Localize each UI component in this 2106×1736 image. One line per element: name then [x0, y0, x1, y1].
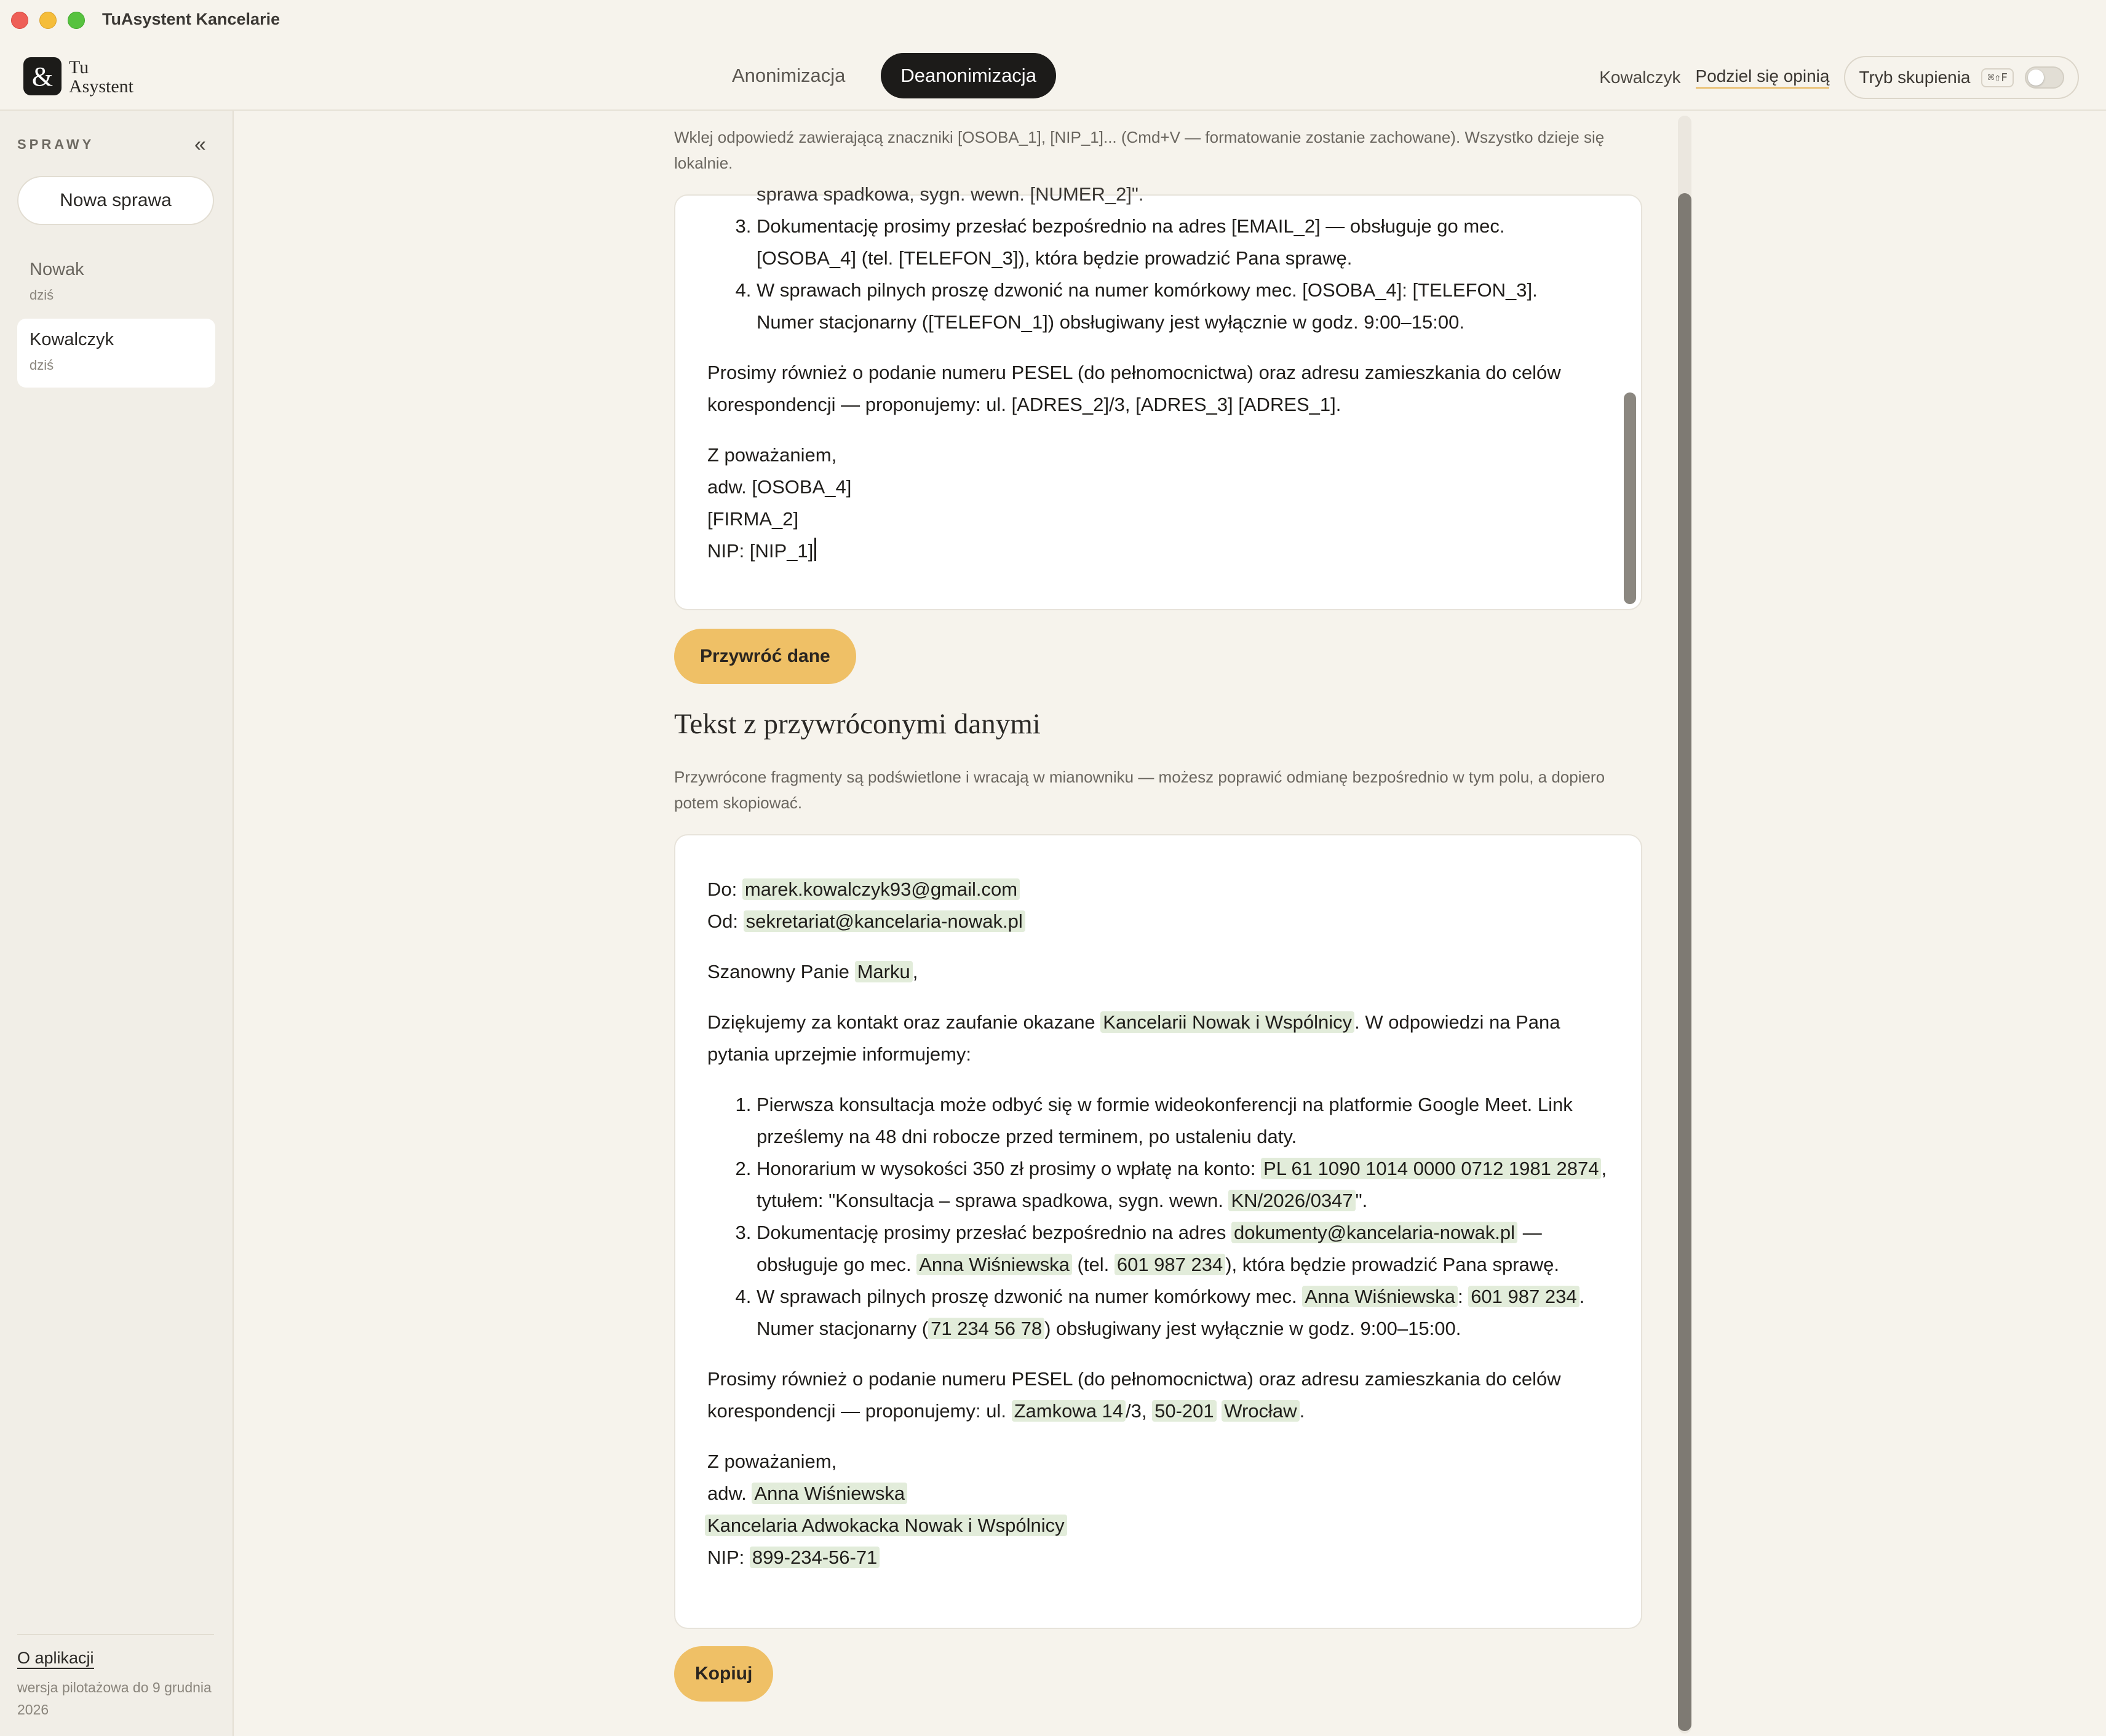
focus-mode-label: Tryb skupienia: [1859, 68, 1971, 87]
item-text: . Numer stacjonarny (: [757, 1286, 1585, 1339]
item-text: :: [1457, 1286, 1463, 1307]
restored-postcode: 50-201: [1152, 1400, 1217, 1422]
list-item: [757, 1217, 1611, 1281]
firm-line: [707, 1510, 1611, 1542]
collapse-sidebar-icon[interactable]: «: [194, 133, 206, 156]
app-header: [0, 44, 2106, 111]
restored-firm-full: Kancelaria Adwokacka Nowak i Wspólnicy: [705, 1515, 1067, 1536]
restored-person: Anna Wiśniewska: [916, 1254, 1072, 1275]
mode-tabs: [712, 53, 1056, 98]
window-titlebar: [0, 0, 2106, 44]
item-text: ) obsługiwany jest wyłącznie w godz. 9:00–15:00.: [1044, 1318, 1461, 1339]
version-note: wersja pilotażowa do 9 grudnia 2026: [17, 1679, 212, 1718]
tab-anonimizacja[interactable]: Anonimizacja: [732, 65, 846, 86]
restored-email-from: sekretariat@kancelaria-nowak.pl: [744, 910, 1025, 932]
editor-nip-line: [707, 535, 1593, 567]
about-app-link[interactable]: O aplikacji: [17, 1649, 94, 1669]
ampersand-logo-icon: &: [23, 57, 62, 95]
editor-partial-line: sprawa spadkowa, sygn. wewn. [NUMER_2]".: [757, 183, 1144, 205]
focus-shortcut-badge: ⌘⇧F: [1981, 68, 2014, 87]
restored-phone: 601 987 234: [1115, 1254, 1225, 1275]
item-text: Dokumentację prosimy przesłać bezpośrednio na adres: [757, 1222, 1226, 1243]
restored-firm-name: Kancelarii Nowak i Wspólnicy: [1100, 1011, 1354, 1033]
restored-first-name: Marku: [855, 961, 913, 982]
email-to-line: [707, 874, 1611, 906]
nip-label: NIP:: [707, 1547, 745, 1568]
restored-street: Zamkowa 14: [1012, 1400, 1126, 1422]
cases-sidebar: [0, 111, 234, 1736]
new-case-button[interactable]: Nowa sprawa: [17, 176, 214, 225]
restored-signature-name: Anna Wiśniewska: [752, 1483, 907, 1504]
restored-email-to: marek.kowalczyk93@gmail.com: [742, 878, 1020, 900]
list-item: 1. Pierwsza konsultacja może odbyć się w formie wideokonferencji na platformie Google Meet. Link prześlemy na 48 dni robocze przed terminem, po ustaleniu daty.: [757, 1089, 1611, 1153]
restored-email: dokumenty@kancelaria-nowak.pl: [1231, 1222, 1517, 1243]
editor-nip: NIP: [NIP_1]: [707, 540, 814, 562]
sidebar-item-nowak[interactable]: [17, 249, 215, 317]
page-scrollbar-thumb[interactable]: [1678, 193, 1691, 1731]
editor-list: [707, 210, 1593, 338]
thanks-text-end: . W odpowiedzi na Pana pytania uprzejmie informujemy:: [707, 1011, 1560, 1065]
anonymized-input-editor[interactable]: [674, 183, 1642, 610]
focus-mode-control[interactable]: [1844, 56, 2079, 99]
to-label: Do:: [707, 878, 737, 900]
restored-city: Wrocław: [1222, 1400, 1299, 1422]
main-content: [674, 111, 1642, 1736]
logo-line-1: Tu: [69, 57, 89, 78]
item-text: — obsługuje go mec.: [757, 1222, 1542, 1275]
greeting-punct: ,: [912, 961, 918, 982]
header-actions: [1599, 55, 2079, 100]
sidebar-footer: [17, 1634, 214, 1721]
close-window-button[interactable]: [11, 12, 28, 29]
restored-person: Anna Wiśniewska: [1302, 1286, 1458, 1307]
closing-line: Z poważaniem,: [707, 1451, 837, 1472]
item-text: , tytułem: "Konsultacja – sprawa spadkowa, sygn. wewn.: [757, 1158, 1607, 1211]
copy-button[interactable]: Kopiuj: [674, 1646, 773, 1702]
apt-text: /3,: [1126, 1400, 1147, 1422]
list-item: [757, 1281, 1611, 1345]
toggle-knob: [2028, 70, 2044, 86]
sig-prefix: adw.: [707, 1483, 747, 1504]
logo-line-2: Asystent: [69, 76, 133, 97]
case-date: dziś: [30, 287, 54, 303]
item-text: ), która będzie prowadzić Pana sprawę.: [1225, 1254, 1560, 1275]
signature-line: [707, 1478, 1611, 1510]
list-item: [757, 1153, 1611, 1217]
pesel-paragraph: [707, 1363, 1611, 1427]
case-date: dziś: [30, 357, 54, 373]
input-instructions: Wklej odpowiedź zawierającą znaczniki [OSOBA_1], [NIP_1]... (Cmd+V — formatowanie zostanie zachowane). Wszystko dzieje się lokalnie.: [674, 128, 1605, 172]
restored-output-editor[interactable]: [674, 834, 1642, 1629]
editor-content: [707, 178, 1593, 567]
thanks-paragraph: [707, 1006, 1611, 1070]
restored-bank-account: PL 61 1090 1014 0000 0712 1981 2874: [1261, 1158, 1601, 1179]
window-title: TuAsystent Kancelarie: [102, 10, 280, 28]
pesel-end: .: [1299, 1400, 1305, 1422]
zoom-window-button[interactable]: [68, 12, 85, 29]
list-item: 3. Dokumentację prosimy przesłać bezpośrednio na adres [EMAIL_2] — obsługuje go mec. [OSOBA_4] (tel. [TELEFON_3]), która będzie prowadzić Pana sprawę.: [757, 210, 1593, 274]
text-cursor: [814, 538, 816, 561]
email-from-line: [707, 906, 1611, 938]
nip-line: [707, 1542, 1611, 1574]
case-name: Nowak: [30, 260, 84, 279]
editor-firm: [FIRMA_2]: [707, 508, 799, 530]
item-text: (tel.: [1077, 1254, 1110, 1275]
current-case-label: Kowalczyk: [1599, 68, 1681, 87]
greeting-line: [707, 956, 1611, 988]
restored-case-ref: KN/2026/0347: [1228, 1190, 1355, 1211]
output-list: [707, 1089, 1611, 1345]
sidebar-item-kowalczyk[interactable]: [17, 319, 215, 388]
editor-signature: adw. [OSOBA_4]: [707, 476, 852, 498]
feedback-link[interactable]: Podziel się opinią: [1696, 66, 1830, 89]
item-text: ".: [1355, 1190, 1368, 1211]
output-section-title: Tekst z przywróconymi danymi: [674, 708, 1041, 740]
restored-nip: 899-234-56-71: [750, 1547, 880, 1568]
restore-data-button[interactable]: Przywróć dane: [674, 629, 856, 684]
restored-mobile: 601 987 234: [1468, 1286, 1579, 1307]
case-name: Kowalczyk: [30, 330, 114, 349]
output-section-description: Przywrócone fragmenty są podświetlone i wracają w mianowniku — możesz poprawić odmianę bezpośrednio w tym polu, a dopiero potem skopiować.: [674, 768, 1605, 812]
editor-closing: Z poważaniem,: [707, 444, 837, 466]
focus-mode-toggle[interactable]: [2025, 66, 2064, 89]
restored-landline: 71 234 56 78: [928, 1318, 1044, 1339]
greeting-text: Szanowny Panie: [707, 961, 849, 982]
logo-wordmark: [69, 58, 133, 96]
from-label: Od:: [707, 910, 738, 932]
pesel-text: Prosimy również o podanie numeru PESEL (do pełnomocnictwa) oraz adresu zamieszkania do celów korespondencji — proponujemy: ul.: [707, 1368, 1561, 1422]
item-text: Honorarium w wysokości 350 zł prosimy o wpłatę na konto:: [757, 1158, 1256, 1179]
tab-deanonimizacja[interactable]: Deanonimizacja: [881, 53, 1056, 98]
list-item: 4. W sprawach pilnych proszę dzwonić na numer komórkowy mec. [OSOBA_4]: [TELEFON_3]. Numer stacjonarny ([TELEFON_1]) obsługiwany jest wyłącznie w godz. 9:00–15:00.: [757, 274, 1593, 338]
minimize-window-button[interactable]: [39, 12, 57, 29]
sidebar-heading: SPRAWY: [17, 137, 95, 152]
editor-scrollbar[interactable]: [1624, 392, 1636, 604]
item-text: W sprawach pilnych proszę dzwonić na numer komórkowy mec.: [757, 1286, 1297, 1307]
output-content: [707, 874, 1611, 1574]
editor-paragraph: Prosimy również o podanie numeru PESEL (do pełnomocnictwa) oraz adresu zamieszkania do celów korespondencji — proponujemy: ul. [ADRES_2]/3, [ADRES_3] [ADRES_1].: [707, 362, 1561, 415]
thanks-text: Dziękujemy za kontakt oraz zaufanie okazane: [707, 1011, 1095, 1033]
